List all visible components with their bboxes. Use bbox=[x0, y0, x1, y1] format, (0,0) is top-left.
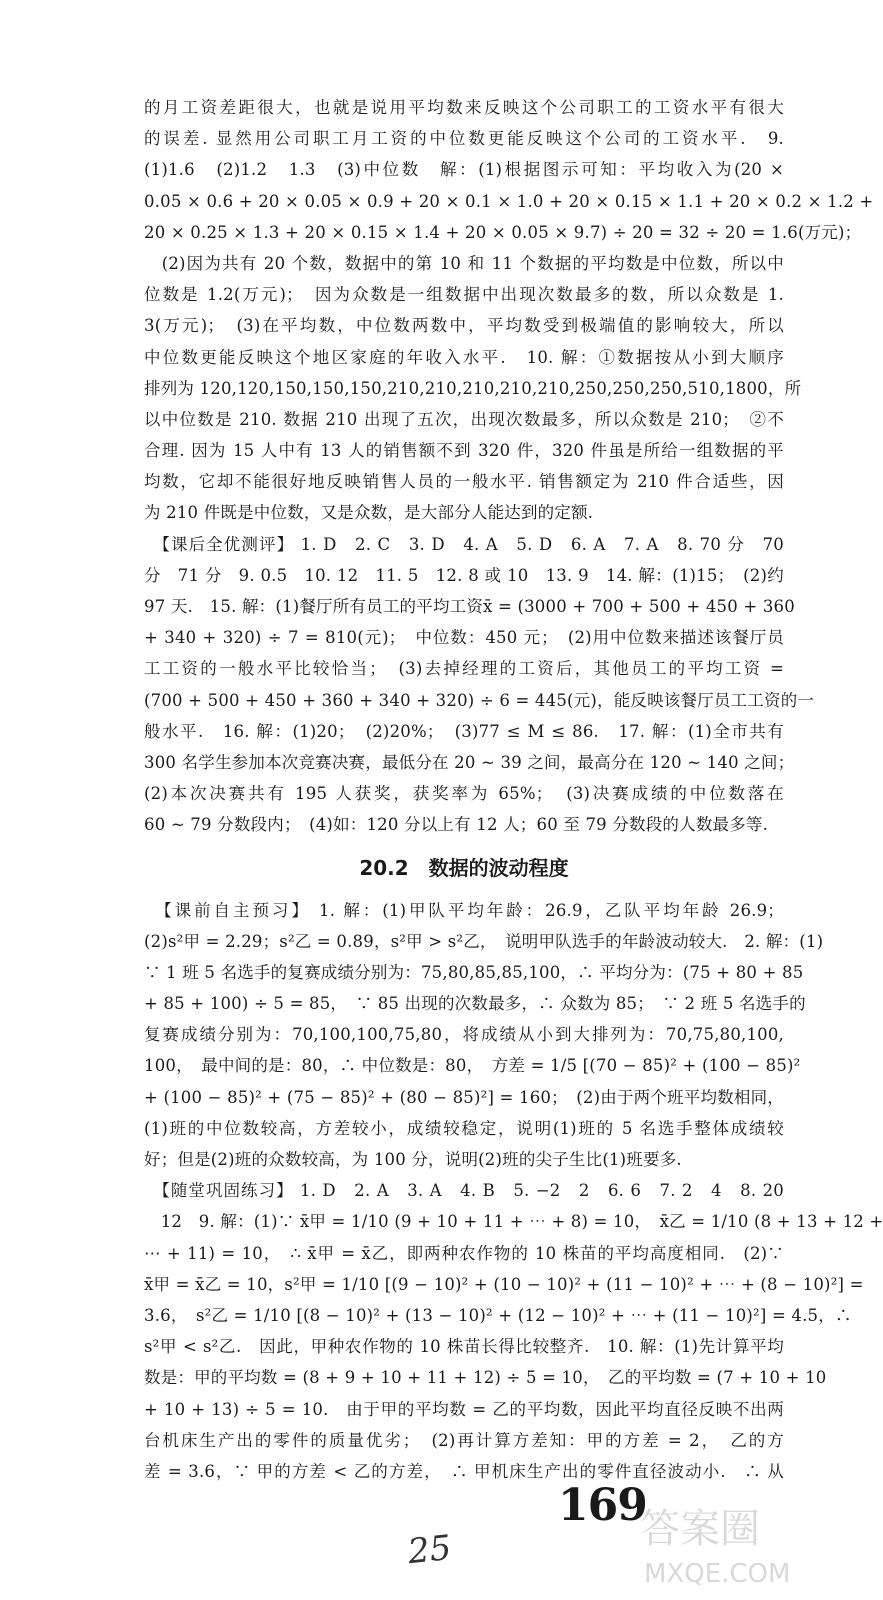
text-line: 排列为 120,120,150,150,150,210,210,210,210,210,250,250,250,510,1800，所 bbox=[144, 378, 802, 398]
text-line: 【课前自主预习】 1. 解：(1)甲队平均年龄：26.9，乙队平均年龄 26.9； bbox=[144, 900, 784, 920]
text-line: 般水平. 16. 解：(1)20； (2)20%； (3)77 ≤ M ≤ 86. 17. 解：(1)全市共有 bbox=[144, 721, 784, 741]
text-line: + 85 + 100) ÷ 5 = 85， ∵ 85 出现的次数最多，∴ 众数为 85； ∵ 2 班 5 名选手的 bbox=[144, 994, 806, 1014]
text-line: 以中位数是 210. 数据 210 出现了五次，出现次数最多，所以众数是 210； ②不 bbox=[144, 409, 784, 429]
text-line: (2)s²甲 = 2.29；s²乙 = 0.89，s²甲 > s²乙， 说明甲队选手的年龄波动较大. 2. 解：(1) bbox=[144, 931, 824, 951]
text-line: 均数，它却不能很好地反映销售人员的一般水平. 销售额定为 210 件合适些，因 bbox=[144, 472, 784, 492]
answer-text-block bbox=[144, 92, 883, 1487]
text-line: + 10 + 13) ÷ 5 = 10. 由于甲的平均数 = 乙的平均数，因此平均直径反映不出两 bbox=[144, 1399, 784, 1419]
text-line: ∵ 1 班 5 名选手的复赛成绩分别为：75,80,85,85,100，∴ 平均分为：(75 + 80 + 85 bbox=[144, 962, 804, 982]
text-line: ⋯ + 11) = 10， ∴ x̄甲 = x̄乙，即两种农作物的 10 株苗的平均高度相同. (2)∵ bbox=[144, 1243, 784, 1263]
text-line: (2)因为共有 20 个数，数据中的第 10 和 11 个数据的平均数是中位数，所以中 bbox=[144, 253, 784, 273]
text-line: (700 + 500 + 450 + 360 + 340 + 320) ÷ 6 = 445(元)，能反映该餐厅员工工资的一 bbox=[144, 690, 815, 710]
text-line: 97 天. 15. 解：(1)餐厅所有员工的平均工资x̄ = (3000 + 700 + 500 + 450 + 360 bbox=[144, 597, 795, 616]
text-line: 100， 最中间的是：80，∴ 中位数是：80， 方差 = 1/5 [(70 − 85)² + (100 − 85)² bbox=[144, 1056, 801, 1076]
text-line: 位数是 1.2(万元)； 因为众数是一组数据中出现次数最多的数，所以众数是 1. bbox=[144, 285, 784, 305]
text-line: 复赛成绩分别为：70,100,100,75,80，将成绩从小到大排列为：70,75,80,100, bbox=[144, 1025, 784, 1045]
text-line: x̄甲 = x̄乙 = 10，s²甲 = 1/10 [(9 − 10)² + (10 − 10)² + (11 − 10)² + ⋯ + (8 − 10)²] = bbox=[144, 1274, 864, 1294]
text-line: 为 210 件既是中位数，又是众数，是大部分人能达到的定额. bbox=[144, 503, 594, 523]
handwritten-note: 25 bbox=[406, 1527, 454, 1573]
text-line: 的月工资差距很大，也就是说用平均数来反映这个公司职工的工资水平有很大 bbox=[144, 98, 784, 117]
text-line: 的误差. 显然用公司职工月工资的中位数更能反映这个公司的工资水平. 9. bbox=[144, 129, 784, 149]
text-line: 数是：甲的平均数 = (8 + 9 + 10 + 11 + 12) ÷ 5 = 10， 乙的平均数 = (7 + 10 + 10 bbox=[144, 1368, 827, 1388]
text-line: 分 71 分 9. 0.5 10. 12 11. 5 12. 8 或 10 13. 9 14. 解：(1)15； (2)约 bbox=[144, 565, 784, 585]
text-line: + 340 + 320) ÷ 7 = 810(元)； 中位数：450 元； (2)用中位数来描述该餐厅员 bbox=[144, 628, 784, 648]
text-line: 12 9. 解：(1)∵ x̄甲 = 1/10 (9 + 10 + 11 + ⋯ + 8) = 10， x̄乙 = 1/10 (8 + 13 + 12 + bbox=[144, 1212, 883, 1232]
text-line: (2)本次决赛共有 195 人获奖，获奖率为 65%； (3)决赛成绩的中位数落在 bbox=[144, 784, 784, 804]
text-line: (1)1.6 (2)1.2 1.3 (3)中位数 解：(1)根据图示可知：平均收入为(20 × bbox=[144, 160, 784, 180]
page-number: 169 bbox=[558, 1480, 647, 1531]
text-line: 300 名学生参加本次竞赛决赛，最低分在 20 ~ 39 之间，最高分在 120 ~ 140 之间； bbox=[144, 752, 795, 772]
text-line: 好；但是(2)班的众数较高，为 100 分，说明(2)班的尖子生比(1)班要多. bbox=[144, 1150, 682, 1169]
text-line: 【课后全优测评】 1. D 2. C 3. D 4. A 5. D 6. A 7. A 8. 70 分 70 bbox=[144, 534, 784, 554]
text-line: 60 ~ 79 分数段内； (4)如：120 分以上有 12 人；60 至 79 分数段的人数最多等. bbox=[144, 815, 769, 835]
text-line: (1)班的中位数较高，方差较小，成绩较稳定，说明(1)班的 5 名选手整体成绩较 bbox=[144, 1118, 784, 1138]
text-line: 工工资的一般水平比较恰当； (3)去掉经理的工资后，其他员工的平均工资 = bbox=[144, 659, 784, 679]
watermark-text: 答案圈 bbox=[640, 1506, 760, 1552]
text-line: 中位数更能反映这个地区家庭的年收入水平. 10. 解：①数据按从小到大顺序 bbox=[144, 347, 784, 367]
text-line: 0.05 × 0.6 + 20 × 0.05 × 0.9 + 20 × 0.1 × 1.0 + 20 × 0.15 × 1.1 + 20 × 0.2 × 1.2 + bbox=[144, 191, 874, 211]
text-line: 3(万元)； (3)在平均数，中位数两数中，平均数受到极端值的影响较大，所以 bbox=[144, 316, 784, 336]
watermark-url: MXQE.COM bbox=[644, 1559, 791, 1589]
text-line: 合理. 因为 15 人中有 13 人的销售额不到 320 件，320 件虽是所给一组数据的平 bbox=[144, 441, 784, 461]
watermark-logo bbox=[632, 1492, 792, 1592]
text-line: s²甲 < s²乙. 因此，甲种农作物的 10 株苗长得比较整齐. 10. 解：(1)先计算平均 bbox=[144, 1337, 784, 1357]
text-line: 台机床生产出的零件的质量优劣； (2)再计算方差知：甲的方差 = 2， 乙的方 bbox=[144, 1430, 784, 1450]
text-line: 3.6， s²乙 = 1/10 [(8 − 10)² + (13 − 10)² + (12 − 10)² + ⋯ + (11 − 10)²] = 4.5，∴ bbox=[144, 1305, 852, 1325]
text-line: 【随堂巩固练习】 1. D 2. A 3. A 4. B 5. −2 2 6. 6 7. 2 4 8. 20 bbox=[144, 1181, 784, 1201]
text-line: 20 × 0.25 × 1.3 + 20 × 0.15 × 1.4 + 20 × 0.05 × 9.7) ÷ 20 = 32 ÷ 20 = 1.6(万元)； bbox=[144, 222, 862, 242]
section-heading: 20.2 数据的波动程度 bbox=[359, 855, 569, 880]
text-line: + (100 − 85)² + (75 − 85)² + (80 − 85)²] = 160； (2)由于两个班平均数相同， bbox=[144, 1087, 784, 1107]
text-line: 差 = 3.6，∵ 甲的方差 < 乙的方差， ∴ 甲机床生产出的零件直径波动小. ∴ 从 bbox=[144, 1461, 784, 1481]
